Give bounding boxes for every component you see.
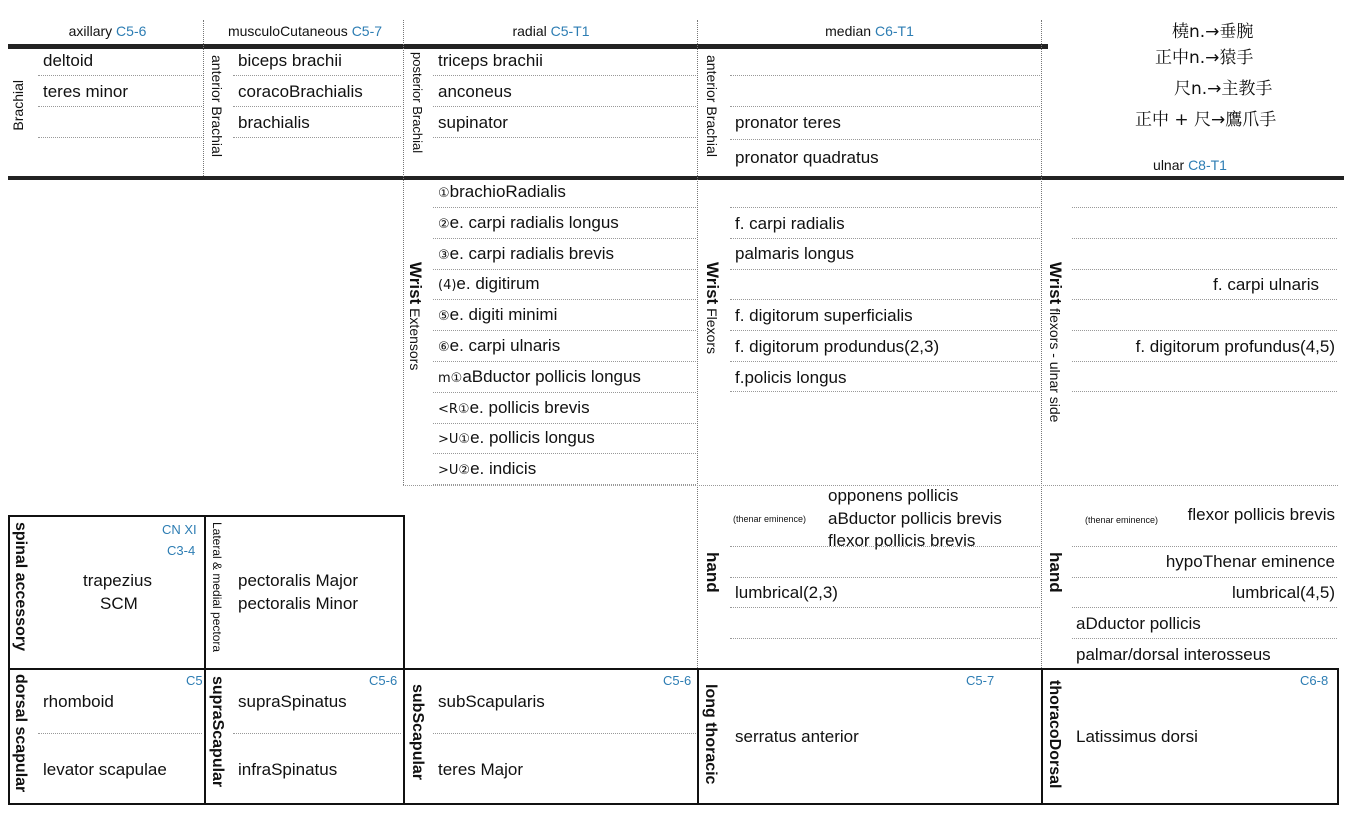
wrist-extensor-prefix: >U② [438, 463, 471, 479]
row-line [730, 75, 1040, 76]
row-line [1072, 391, 1337, 392]
row-line [1072, 577, 1337, 578]
mnemonic-combined: 正中 + 尺→鷹爪手 [1135, 110, 1277, 130]
wrist-extensor-prefix: ② [438, 216, 450, 232]
muscle-trapezius: trapezius [83, 571, 152, 590]
divider-musculo-radial [403, 20, 404, 485]
divider-axillary-musculo [203, 20, 204, 176]
row-line [433, 392, 696, 393]
wrist-flexors-label [704, 262, 720, 354]
supra-roots: C5-6 [369, 673, 398, 688]
muscle-infraspinatus: infraSpinatus [238, 760, 338, 779]
header-median-roots: C6-T1 [874, 23, 914, 39]
row-line [1072, 207, 1337, 208]
axillary-side-label: Brachial [10, 80, 26, 131]
box-subscapular [403, 668, 699, 805]
wrist-ulnar-text: flexors - ulnar side [1047, 308, 1063, 423]
muscle-triceps: triceps brachii [438, 51, 543, 70]
muscle-f-policis-longus: f.policis longus [735, 368, 847, 387]
row-line [1072, 299, 1337, 300]
wrist-extensor-prefix: ① [438, 186, 450, 201]
muscle-biceps: biceps brachii [238, 51, 342, 70]
muscle-flexor-pollicis-brevis-ulnar: flexor pollicis brevis [1187, 505, 1335, 524]
header-ulnar [1110, 156, 1270, 174]
wrist-extensor-prefix: m① [438, 370, 463, 386]
row-line [233, 75, 401, 76]
row-line [1072, 607, 1337, 608]
header-radial [405, 22, 697, 40]
row-line [730, 361, 1040, 362]
row-line [433, 733, 696, 734]
wrist-flexors-bold: Wrist [703, 262, 722, 305]
spinal-roots-c34: C3-4 [167, 543, 196, 558]
muscle-teres-major: teres Major [438, 760, 524, 779]
wrist-flexors-text: Flexors [704, 308, 720, 354]
header-axillary-name: axillary [68, 23, 113, 39]
muscle-latissimus-dorsi: Latissimus dorsi [1076, 727, 1198, 746]
box-spinal-accessory [8, 515, 206, 670]
row-line [730, 269, 1040, 270]
thenar-note-ulnar: (thenar eminence) [1085, 515, 1159, 525]
wrist-extensor-prefix: ⑥ [438, 340, 450, 355]
wrist-extensor-item [438, 182, 566, 204]
header-median [698, 22, 1041, 40]
row-line [233, 106, 401, 107]
pectoral-nerve-label: Lateral & medial pectora [210, 522, 224, 653]
row-line [433, 330, 696, 331]
mnemonic-median: 正中n.→猿手 [1155, 48, 1254, 68]
header-musculo-roots: C5-7 [351, 23, 383, 39]
muscle-coracobrachialis: coracoBrachialis [238, 82, 363, 101]
row-line [730, 607, 1040, 608]
muscle-anconeus: anconeus [438, 82, 512, 101]
row-line [730, 330, 1040, 331]
row-line [730, 638, 1040, 639]
row-line [730, 546, 1040, 547]
row-line [730, 207, 1040, 208]
wrist-extensor-item [438, 398, 590, 420]
box-dorsal-scapular [8, 668, 206, 805]
muscle-f-digitorum-profundus: f. digitorum profundus(4,5) [1135, 337, 1335, 356]
row-line [1072, 361, 1337, 362]
row-line [433, 238, 696, 239]
median-side-label: anterior Brachial [704, 55, 720, 157]
header-underline [8, 44, 1048, 49]
muscle-palmaris-longus: palmaris longus [735, 244, 855, 263]
wrist-extensor-name: e. carpi ulnaris [449, 336, 561, 355]
hand-median-label: hand [703, 552, 722, 593]
wrist-extensor-name: e. digitirum [456, 274, 540, 294]
header-musculo [205, 22, 405, 40]
row-line [433, 207, 696, 208]
wrist-extensor-prefix: (4) [438, 278, 457, 294]
muscle-subscapularis: subScapularis [438, 692, 545, 711]
wrist-extensor-name: aBductor pollicis longus [462, 366, 641, 386]
dorsal-roots: C5 [186, 673, 203, 688]
muscle-adductor-pollicis: aDductor pollicis [1076, 614, 1201, 633]
muscle-pronator-teres: pronator teres [735, 113, 841, 132]
wrist-extensor-item [438, 367, 641, 389]
spinal-roots-cn: CN XI [162, 522, 197, 537]
row-line [233, 137, 401, 138]
header-axillary [40, 22, 175, 40]
muscle-flexor-pollicis-brevis-median: flexor pollicis brevis [828, 531, 976, 550]
row-line [1072, 269, 1337, 270]
muscle-serratus-anterior: serratus anterior [735, 727, 859, 746]
muscle-f-carpi-radialis: f. carpi radialis [735, 214, 845, 233]
row-line [38, 75, 202, 76]
row-line [433, 453, 696, 454]
hand-ulnar-label: hand [1046, 552, 1065, 593]
row-line [730, 299, 1040, 300]
muscle-rhomboid: rhomboid [43, 692, 114, 711]
wrist-extensor-item [438, 244, 614, 266]
long-roots: C5-7 [966, 673, 995, 688]
thoraco-roots: C6-8 [1300, 673, 1329, 688]
header-axillary-roots: C5-6 [116, 23, 147, 39]
wrist-extensor-name: e. carpi radialis brevis [449, 243, 615, 263]
row-line [433, 423, 696, 424]
wrist-extensor-name: e. indicis [470, 459, 537, 479]
row-line [38, 106, 202, 107]
row-line [433, 269, 696, 270]
suprascapular-label: supraScapular [209, 676, 226, 788]
header-musculo-name: musculoCutaneous [227, 23, 348, 39]
row-line [730, 577, 1040, 578]
muscle-pronator-quadratus: pronator quadratus [735, 148, 879, 167]
header-ulnar-roots: C8-T1 [1188, 157, 1227, 173]
row-line [433, 75, 696, 76]
muscle-abductor-pollicis-brevis: aBductor pollicis brevis [828, 509, 1002, 528]
muscle-opponens-pollicis: opponens pollicis [828, 486, 959, 505]
long-thoracic-label: long thoracic [702, 684, 719, 785]
header-radial-roots: C5-T1 [550, 23, 590, 39]
wrist-extensors-text: Extensors [407, 308, 423, 371]
muscle-scm: SCM [100, 594, 138, 613]
sub-roots: C5-6 [663, 673, 692, 688]
muscle-lumbrical-23: lumbrical(2,3) [735, 583, 838, 602]
muscle-teres-minor: teres minor [43, 82, 129, 101]
wrist-extensor-name: e. pollicis longus [470, 428, 595, 448]
mnemonic-radial: 橈n.→垂腕 [1172, 22, 1254, 42]
muscle-interosseus: palmar/dorsal interosseus [1076, 645, 1271, 664]
spinal-accessory-label: spinal accessory [12, 522, 29, 651]
wrist-extensor-item [438, 274, 540, 296]
wrist-extensor-prefix: >U① [438, 432, 471, 448]
muscle-deltoid: deltoid [43, 51, 94, 70]
wrist-extensor-item [438, 213, 619, 235]
muscle-pectoralis-minor: pectoralis Minor [238, 594, 358, 613]
row-line [1072, 330, 1337, 331]
wrist-extensor-prefix: ⑤ [438, 309, 450, 325]
wrist-ulnar-label [1047, 262, 1063, 422]
row-line [38, 137, 202, 138]
row-line [433, 106, 696, 107]
row-line [433, 361, 696, 362]
thenar-note-median: (thenar eminence) [733, 514, 807, 524]
wrist-extensors-bold: Wrist [406, 262, 425, 305]
wrist-extensor-name: e. digiti minimi [449, 305, 558, 325]
dorsal-scapular-label: dorsal scapular [12, 674, 29, 793]
box-suprascapular [204, 668, 405, 805]
header-ulnar-name: ulnar [1153, 157, 1185, 173]
muscle-supraspinatus: supraSpinatus [238, 692, 347, 711]
wrist-extensor-name: brachioRadialis [449, 182, 566, 201]
thoracodorsal-label: thoracoDorsal [1046, 680, 1063, 789]
box-pectoral [204, 515, 405, 670]
muscle-lumbrical-45: lumbrical(4,5) [1232, 583, 1335, 602]
subscapular-label: subScapular [409, 684, 426, 781]
muscle-levator-scapulae: levator scapulae [43, 760, 167, 779]
header-radial-name: radial [512, 23, 547, 39]
wrist-extensor-prefix: ③ [438, 247, 450, 263]
header-median-name: median [825, 23, 872, 39]
row-line [433, 137, 696, 138]
wrist-ulnar-bold: Wrist [1046, 262, 1065, 305]
row-line [1072, 638, 1337, 639]
wrist-extensor-item [438, 459, 536, 481]
muscle-f-carpi-ulnaris: f. carpi ulnaris [1213, 275, 1319, 294]
wrist-extensors-label [407, 262, 423, 370]
wrist-extensor-item [438, 305, 557, 327]
upper-section-bottom-line [8, 176, 1344, 180]
muscle-supinator: supinator [438, 113, 508, 132]
muscle-pectoralis-major: pectoralis Major [238, 571, 358, 590]
wrist-extensor-prefix: <R① [438, 401, 470, 417]
row-line [433, 484, 696, 485]
row-line [730, 139, 1040, 140]
row-line [1072, 546, 1337, 547]
row-line [730, 106, 1040, 107]
muscle-f-digitorum-superficialis: f. digitorum superficialis [735, 306, 913, 325]
musculo-side-label: anterior Brachial [209, 55, 225, 157]
row-line [38, 733, 202, 734]
row-line [233, 733, 401, 734]
muscle-f-digitorum-produndus: f. digitorum produndus(2,3) [735, 337, 940, 356]
wrist-extensor-name: e. carpi radialis longus [449, 212, 619, 232]
muscle-hypothenar-eminence: hypoThenar eminence [1165, 552, 1335, 571]
row-line [1072, 238, 1337, 239]
mnemonic-ulnar: 尺n.→主教手 [1174, 79, 1273, 99]
divider-radial-median [697, 20, 698, 668]
row-line [730, 391, 1040, 392]
wrist-extensor-name: e. pollicis brevis [469, 397, 590, 417]
wrist-extensor-item [438, 428, 595, 450]
row-line [730, 238, 1040, 239]
row-line [433, 299, 696, 300]
muscle-brachialis: brachialis [238, 113, 310, 132]
divider-median-ulnar [1041, 20, 1042, 668]
radial-side-label: posterior Brachial [410, 52, 425, 154]
wrist-extensor-item [438, 336, 560, 358]
